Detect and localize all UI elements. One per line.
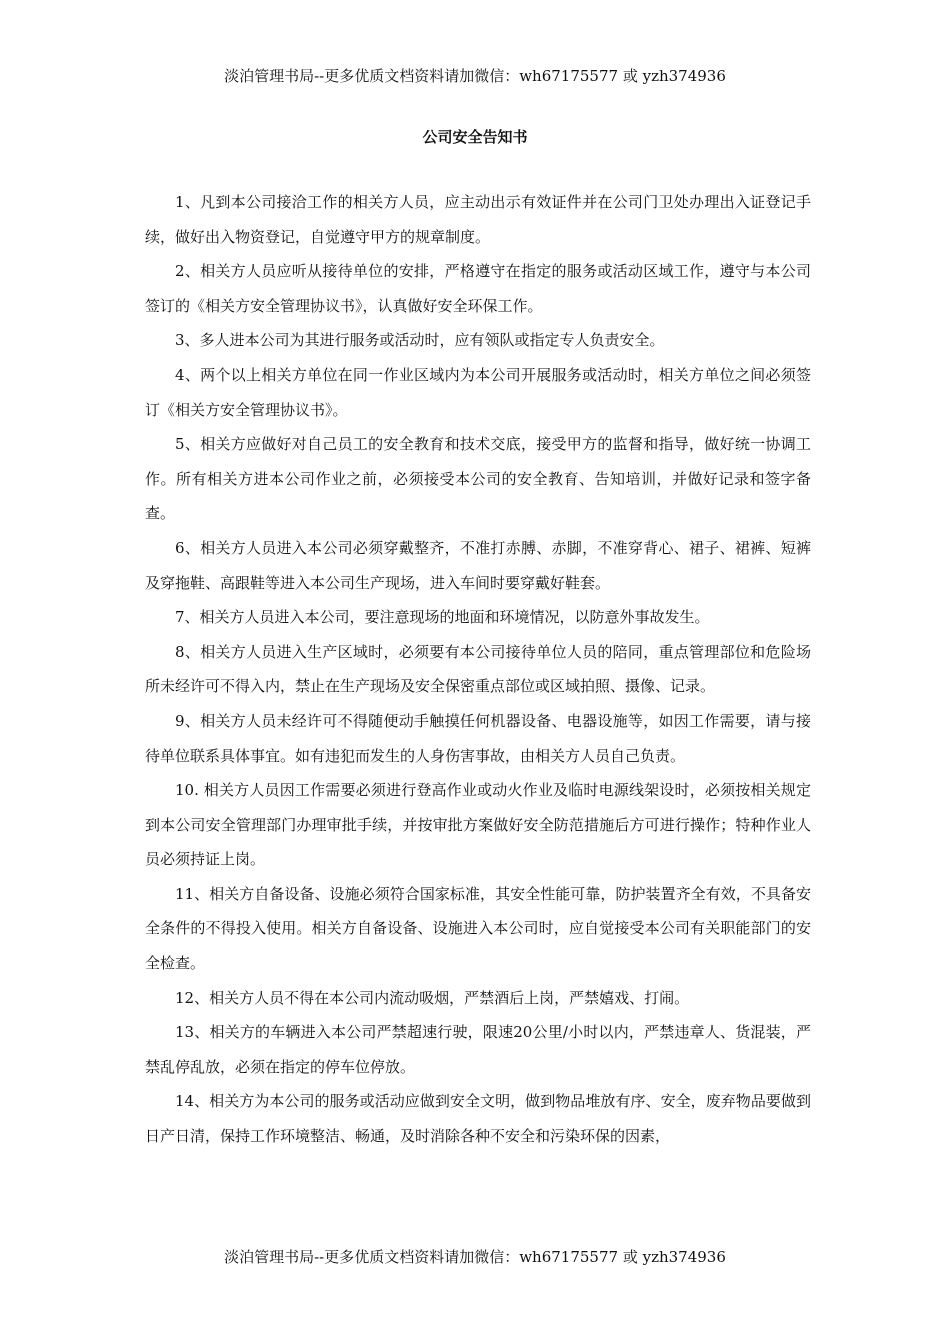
paragraph-9: 9、相关方人员未经许可不得随便动手触摸任何机器设备、电器设施等，如因工作需要，请与接待单位联系具体事宜。如有违犯而发生的人身伤害事故，由相关方人员自己负责。: [145, 711, 811, 765]
paragraph-11: 11、相关方自备设备、设施必须符合国家标准，其安全性能可靠，防护装置齐全有效，不具备安全条件的不得投入使用。相关方自备设备、设施进入本公司时，应自觉接受本公司有关职能部门的安全检查。: [145, 884, 811, 973]
paragraph-8: 8、相关方人员进入生产区域时，必须要有本公司接待单位人员的陪同，重点管理部位和危险场所未经许可不得入内，禁止在生产现场及安全保密重点部位或区域拍照、摄像、记录。: [145, 642, 811, 696]
paragraph-10: 10. 相关方人员因工作需要必须进行登高作业或动火作业及临时电源线架设时，必须按相关规定到本公司安全管理部门办理审批手续，并按审批方案做好安全防范措施后方可进行操作；特种作业人员必须持证上岗。: [145, 781, 811, 869]
paragraph-13: 13、相关方的车辆进入本公司严禁超速行驶，限速20公里/小时以内，严禁违章人、货混装，严禁乱停乱放，必须在指定的停车位停放。: [145, 1023, 811, 1076]
document-title: 公司安全告知书: [422, 128, 528, 146]
paragraph-14: 14、相关方为本公司的服务或活动应做到安全文明，做到物品堆放有序、安全，废弃物品要做到日产日清，保持工作环境整洁、畅通，及时消除各种不安全和污染环保的因素，: [145, 1092, 811, 1146]
paragraph-6: 6、相关方人员进入本公司必须穿戴整齐，不准打赤膊、赤脚，不准穿背心、裙子、裙裤、短裤及穿拖鞋、高跟鞋等进入本公司生产现场，进入车间时要穿戴好鞋套。: [145, 538, 811, 592]
page-header: 淡泊管理书局--更多优质文档资料请加微信：wh67175577 或 yzh374936: [224, 67, 726, 85]
paragraph-12: 12、相关方人员不得在本公司内流动吸烟，严禁酒后上岗，严禁嬉戏、打闹。: [175, 988, 690, 1007]
paragraph-2: 2、相关方人员应听从接待单位的安排，严格遵守在指定的服务或活动区域工作，遵守与本公司签订的《相关方安全管理协议书》，认真做好安全环保工作。: [145, 262, 811, 315]
paragraph-5: 5、相关方应做好对自己员工的安全教育和技术交底，接受甲方的监督和指导，做好统一协调工作。所有相关方进本公司作业之前，必须接受本公司的安全教育、告知培训，并做好记录和签字备查。: [145, 435, 811, 523]
paragraph-1: 1、凡到本公司接洽工作的相关方人员，应主动出示有效证件并在公司门卫处办理出入证登记手续，做好出入物资登记，自觉遵守甲方的规章制度。: [145, 193, 811, 246]
paragraph-3: 3、多人进本公司为其进行服务或活动时，应有领队或指定专人负责安全。: [175, 331, 665, 350]
document-body: [145, 185, 811, 1154]
paragraph-7: 7、相关方人员进入本公司，要注意现场的地面和环境情况，以防意外事故发生。: [175, 608, 710, 627]
paragraph-4: 4、两个以上相关方单位在同一作业区域内为本公司开展服务或活动时，相关方单位之间必须签订《相关方安全管理协议书》。: [145, 365, 811, 419]
page-footer: 淡泊管理书局--更多优质文档资料请加微信：wh67175577 或 yzh374936: [224, 1248, 726, 1266]
